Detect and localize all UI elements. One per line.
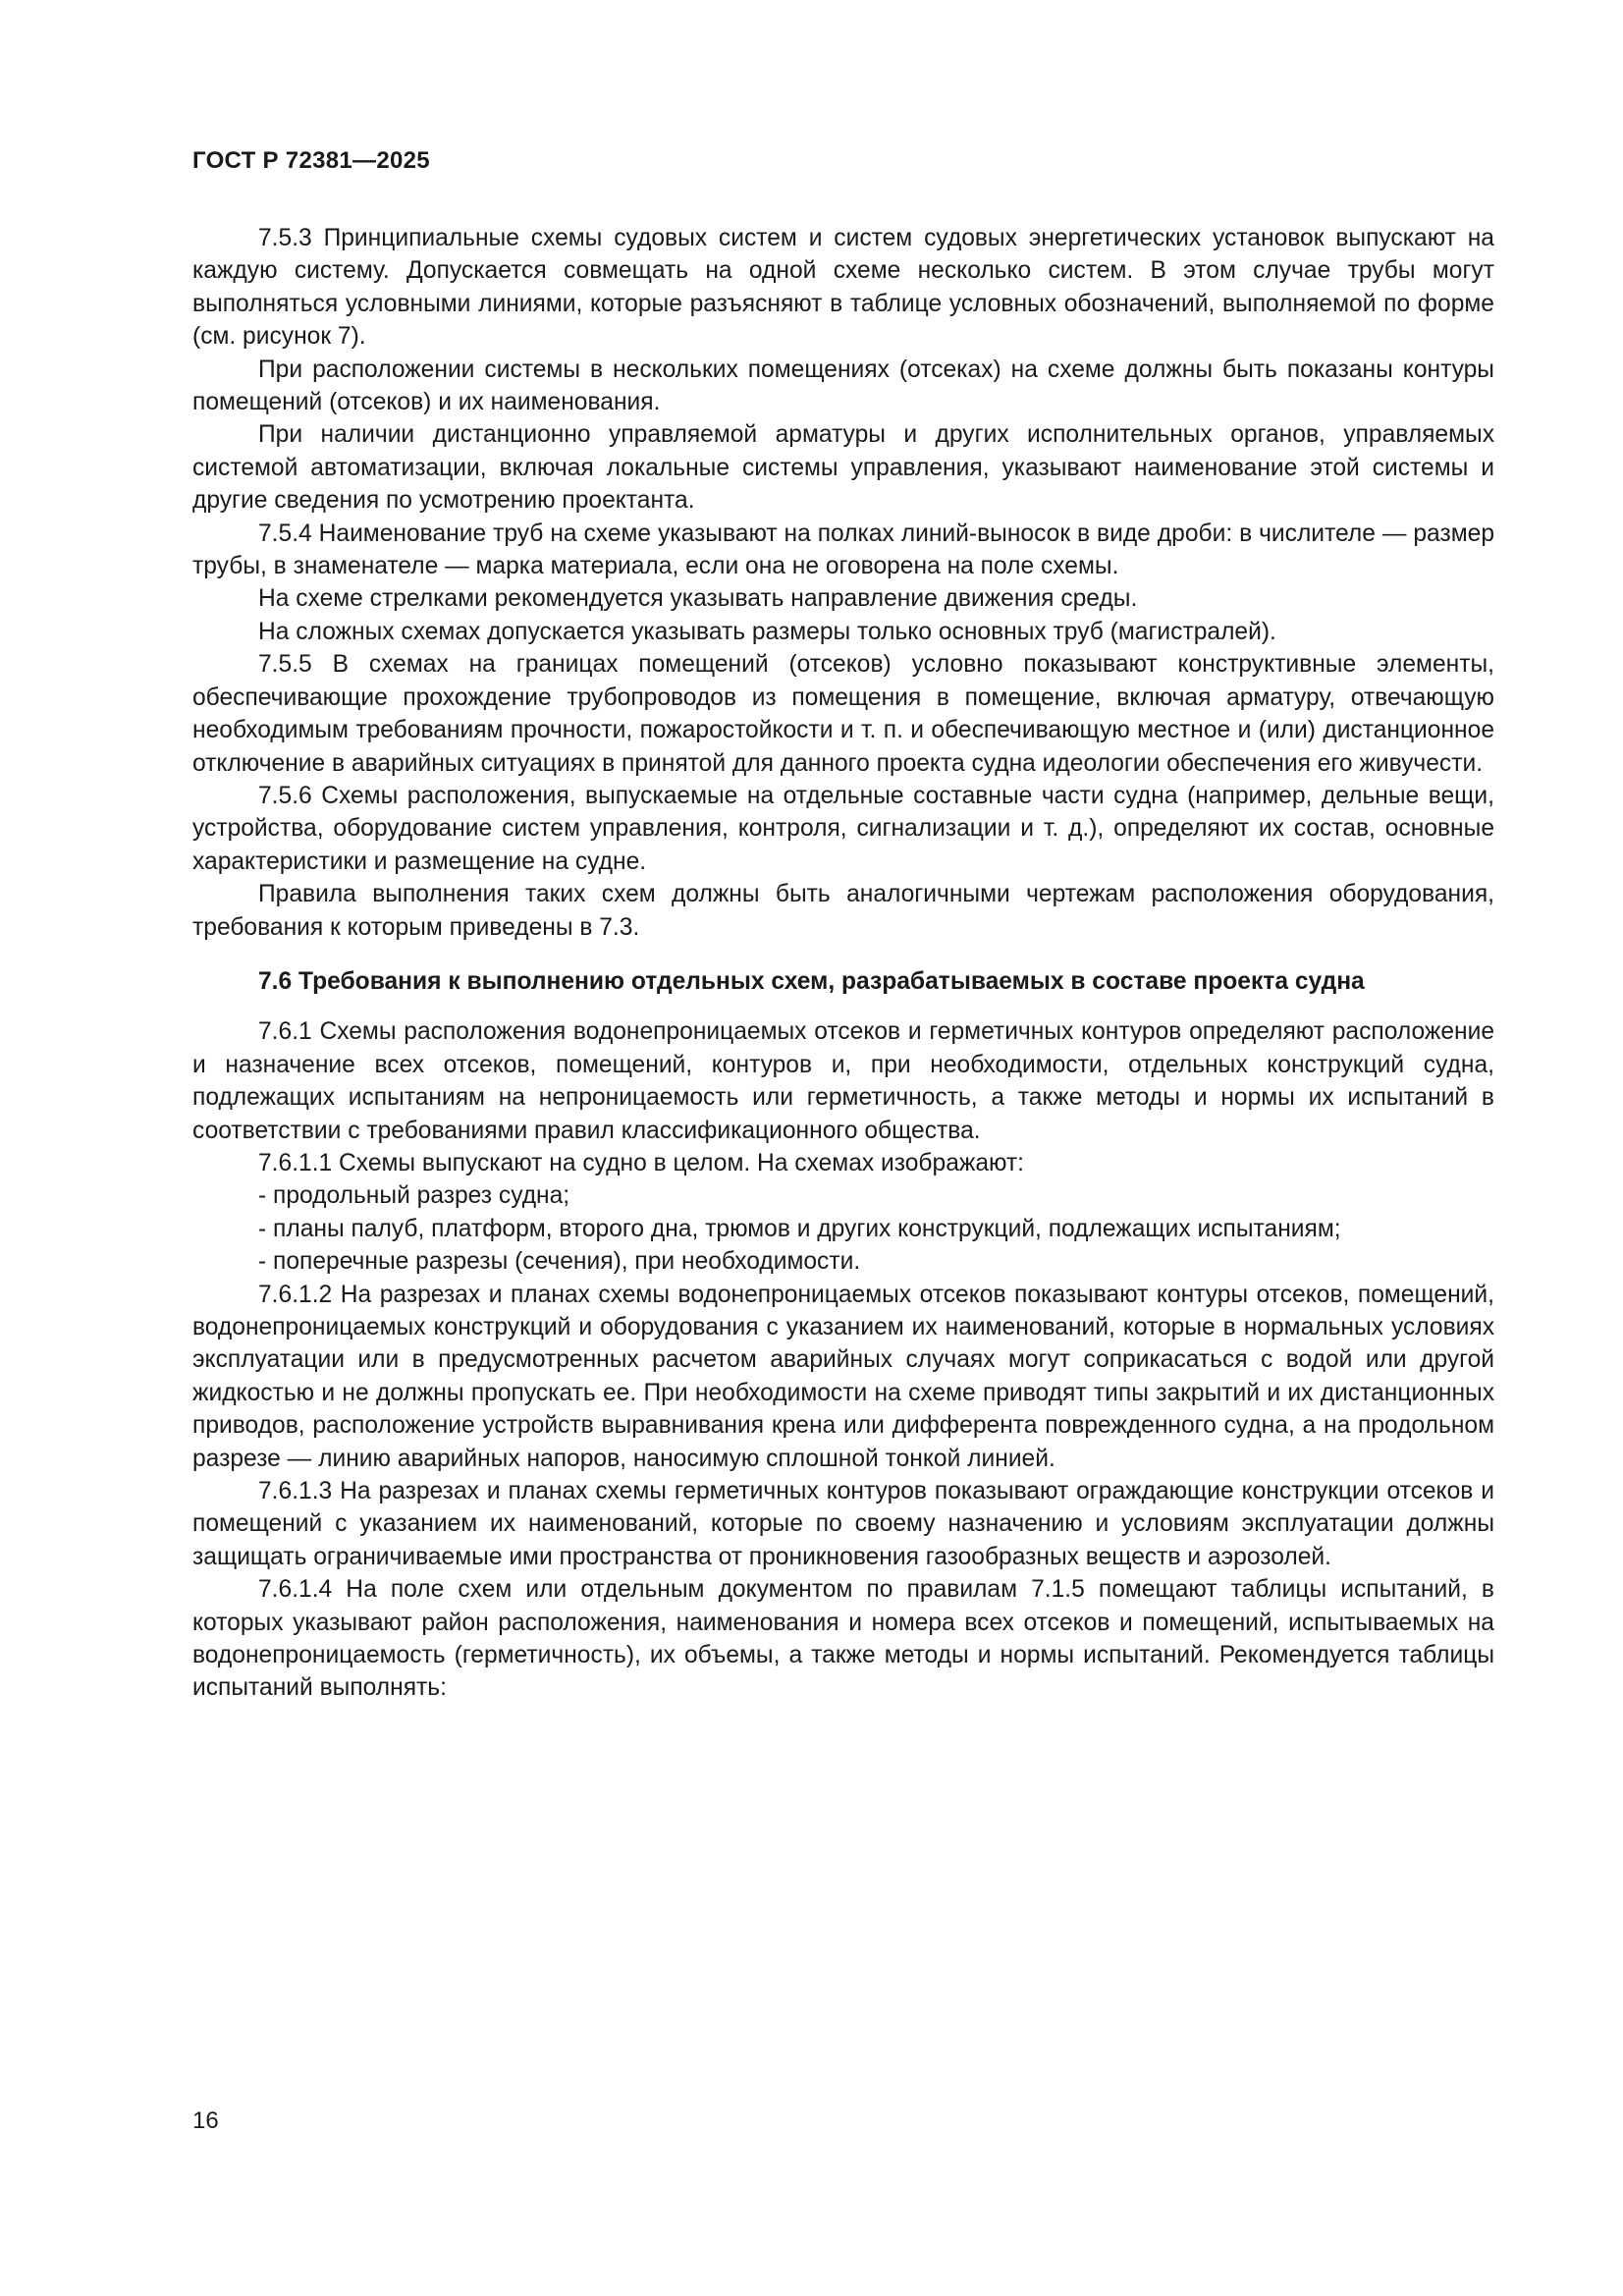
- paragraph: На схеме стрелками рекомендуется указывать направление движения среды.: [258, 585, 1138, 613]
- list-item: - продольный разрез судна;: [258, 1182, 570, 1210]
- paragraph-7-5-6: 7.5.6 Схемы расположения, выпускаемые на отдельные составные части судна (например, дельные вещи, устройства, оборудование систем управления, контроля, сигнализации и т. д.), определяют их состав, основные характеристики и размещение на судне.: [192, 782, 1494, 875]
- paragraph-7-6-1-3: 7.6.1.3 На разрезах и планах схемы герметичных контуров показывают ограждающие конструкции отсеков и помещений с указанием их наименований, которые по своему назначению и условиям эксплуатации должны защищать ограничиваемые ими пространства от проникновения газообразных веществ и аэрозолей.: [192, 1478, 1494, 1570]
- document-header: ГОСТ Р 72381—2025: [192, 147, 430, 174]
- paragraph-7-5-3: 7.5.3 Принципиальные схемы судовых систем и систем судовых энергетических установок выпускают на каждую систему. Допускается совмещать на одной схеме несколько систем. В этом случае трубы могут выполняться условными линиями, которые разъясняют в таблице условных обозначений, выполняемой по форме (см. рисунок 7).: [192, 225, 1494, 351]
- page-number: 16: [192, 2107, 219, 2134]
- paragraph: Правила выполнения таких схем должны быть аналогичными чертежам расположения оборудования, требования к которым приведены в 7.3.: [192, 881, 1494, 941]
- section-heading-7-6: 7.6 Требования к выполнению отдельных схем, разрабатываемых в составе проекта судна: [258, 967, 1365, 995]
- paragraph-7-5-4: 7.5.4 Наименование труб на схеме указывают на полках линий-выносок в виде дроби: в числителе — размер трубы, в знаменателе — марка материала, если она не оговорена на поле схемы.: [192, 519, 1494, 580]
- paragraph-7-6-1-4: 7.6.1.4 На поле схем или отдельным документом по правилам 7.1.5 помещают таблицы испытаний, в которых указывают район расположения, наименования и номера всех отсеков и помещений, испытываемых на водонепроницаемость (герметичность), их объемы, а также методы и нормы испытаний. Рекомендуется таблицы испытаний выполнять:: [192, 1576, 1494, 1702]
- paragraph: На сложных схемах допускается указывать размеры только основных труб (магистралей).: [258, 618, 1276, 645]
- list-item: - планы палуб, платформ, второго дна, трюмов и других конструкций, подлежащих испытаниям;: [258, 1215, 1341, 1242]
- paragraph-7-6-1: 7.6.1 Схемы расположения водонепроницаемых отсеков и герметичных контуров определяют расположение и назначение всех отсеков, помещений, контуров и, при необходимости, отдельных конструкций судна, подлежащих испытаниям на непроницаемость или герметичность, а также методы и нормы их испытаний в соответствии с требованиями правил классификационного общества.: [192, 1018, 1494, 1144]
- paragraph-7-6-1-1: 7.6.1.1 Схемы выпускают на судно в целом. На схемах изображают:: [258, 1149, 1025, 1176]
- paragraph: При наличии дистанционно управляемой арматуры и других исполнительных органов, управляемых системой автоматизации, включая локальные системы управления, указывают наименование этой системы и другие сведения по усмотрению проектанта.: [192, 421, 1494, 515]
- paragraph-7-6-1-2: 7.6.1.2 На разрезах и планах схемы водонепроницаемых отсеков показывают контуры отсеков, помещений, водонепроницаемых конструкций и оборудования с указанием их наименований, которые в нормальных условиях эксплуатации или в предусмотренных расчетом аварийных случаях могут соприкасаться с водой или другой жидкостью и не должны пропускать ее. При необходимости на схеме приводят типы закрытий и их дистанционных приводов, расположение устройств выравнивания крена или дифферента поврежденного судна, а на продольном разрезе — линию аварийных напоров, наносимую сплошной тонкой линией.: [192, 1281, 1494, 1472]
- paragraph: При расположении системы в нескольких помещениях (отсеках) на схеме должны быть показаны контуры помещений (отсеков) и их наименования.: [192, 355, 1494, 416]
- document-body: [192, 222, 1494, 1705]
- list-item: - поперечные разрезы (сечения), при необходимости.: [258, 1248, 861, 1276]
- paragraph-7-5-5: 7.5.5 В схемах на границах помещений (отсеков) условно показывают конструктивные элементы, обеспечивающие прохождение трубопроводов из помещения в помещение, включая арматуру, отвечающую необходимым требованиям прочности, пожаростойкости и т. п. и обеспечивающую местное и (или) дистанционное отключение в аварийных ситуациях в принятой для данного проекта судна идеологии обеспечения его живучести.: [192, 651, 1494, 777]
